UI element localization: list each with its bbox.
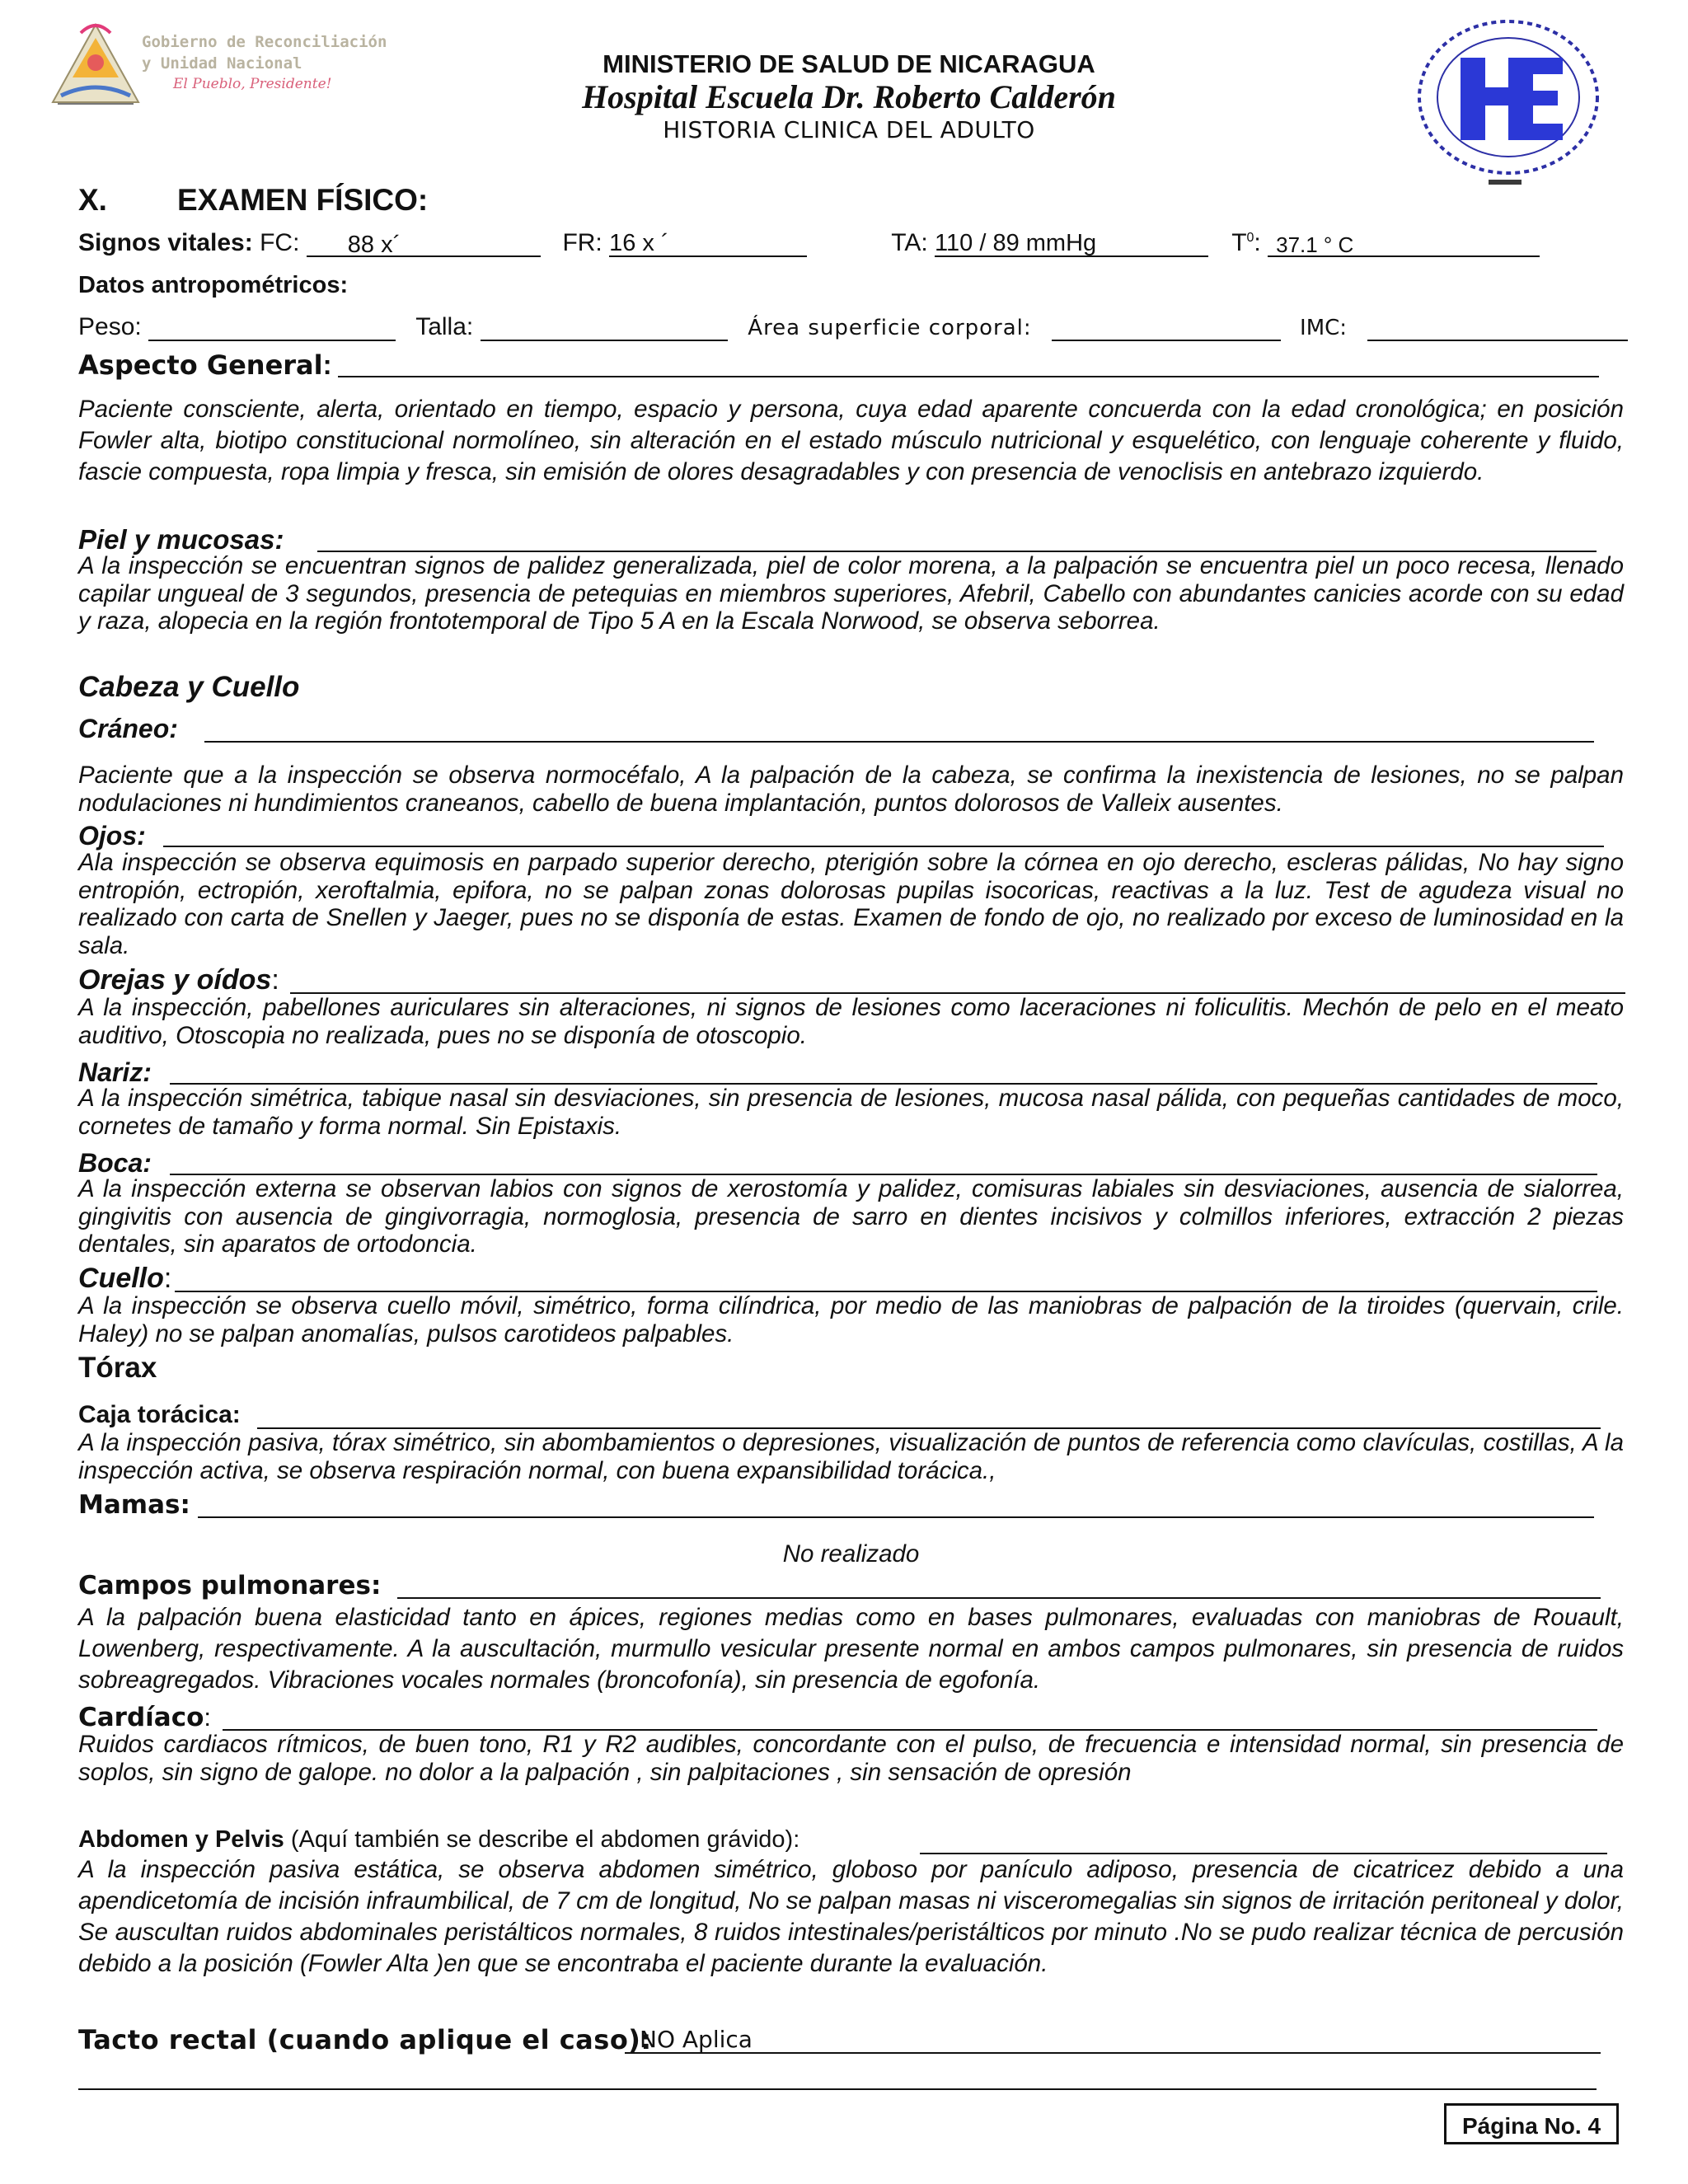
piel-label: Piel y mucosas: bbox=[78, 524, 284, 555]
ta-field[interactable] bbox=[935, 231, 1208, 257]
area-label: Área superficie corporal: bbox=[748, 316, 1032, 340]
hospital-name: Hospital Escuela Dr. Roberto Calderón bbox=[582, 78, 1116, 115]
campos-text: A la palpación buena elasticidad tanto en ápices, regiones medias como en bases pulmonares, evaluadas con maniobras de Rouault, Lowenberg, respectivamente. A la auscultación, murmullo vesicular presente normal en ambos campos pulmonares, sin presencia de ruidos sobreagregados. Vibraciones vocales normales (broncofonía), sin presencia de egofonía. bbox=[78, 1604, 1624, 1694]
ojos-line bbox=[163, 846, 1604, 847]
cardiaco-heading bbox=[78, 1703, 211, 1732]
aspecto-line bbox=[338, 376, 1599, 377]
torax-title: Tórax bbox=[78, 1352, 157, 1384]
government-logo bbox=[49, 20, 437, 110]
abdomen-text: A la inspección pasiva estática, se observa abdomen simétrico, globoso por panículo adiposo, presencia de cicatricez debido a una apendicetomía de incisión infraumbilical, de 7 cm de longitud, No se palpan masas ni visceromegalias sin signos de irritación peritoneal y dolor, Se auscultan ruidos abdominales peristálticos normales, 8 ruidos intestinales/peristálticos por minuto .No se pudo realizar técnica de percusión debido a la posición (Fowler Alta )en que se encontraba el paciente durante la evaluación. bbox=[78, 1856, 1624, 1977]
fc-value: 88 x´ bbox=[347, 232, 401, 258]
craneo-label: Cráneo: bbox=[78, 714, 178, 743]
tacto-value: NO Aplica bbox=[640, 2026, 753, 2053]
aspecto-text: Paciente consciente, alerta, orientado en tiempo, espacio y persona, cuya edad aparente concuerda con la edad cronológica; en posición Fowler alta, biotipo constitucional normolíneo, sin alteración en el estado músculo nutricional y esquelético, con lenguaje coherente y fluido, fascie compuesta, ropa limpia y fresca, sin emisión de olores desagradables y con presencia de venoclisis en antebrazo izquierdo. bbox=[78, 396, 1624, 485]
form-title: HISTORIA CLINICA DEL ADULTO bbox=[663, 116, 1035, 143]
orejas-label: Orejas y oídos bbox=[78, 964, 272, 996]
government-name-line2: y Unidad Nacional bbox=[142, 54, 302, 73]
hospital-seal-logo bbox=[1409, 15, 1607, 188]
section-heading: EXAMEN FÍSICO: bbox=[177, 183, 429, 217]
temperature-label: $T^0$: bbox=[1231, 229, 1261, 256]
cardiaco-label: Cardíaco bbox=[78, 1703, 204, 1732]
page-header bbox=[0, 0, 1688, 181]
tacto-line bbox=[625, 2052, 1601, 2054]
aspecto-heading bbox=[78, 349, 332, 381]
cuello-text: A la inspección se observa cuello móvil, simétrico, forma cilíndrica, por medio de las maniobras de palpación de la tiroides (quervain, crile. Haley) no se palpan anomalías, pulsos carotideos palpables. bbox=[78, 1292, 1624, 1347]
section-number: X. bbox=[78, 183, 107, 217]
cardiaco-colon: : bbox=[204, 1703, 211, 1732]
vitals-label: Signos vitales: bbox=[78, 229, 253, 256]
header-titles bbox=[495, 49, 1203, 145]
orejas-heading bbox=[78, 964, 279, 996]
tacto-label: Tacto rectal (cuando aplique el caso): bbox=[78, 2024, 652, 2055]
craneo-line bbox=[204, 741, 1594, 743]
aspecto-label: Aspecto General bbox=[78, 349, 323, 381]
abdomen-sublabel: (Aquí también se describe el abdomen grávido): bbox=[284, 1826, 800, 1853]
ta-value: 110 / 89 mmHg bbox=[935, 230, 1097, 256]
fr-value: 16 x ´ bbox=[609, 230, 669, 256]
aspecto-colon: : bbox=[322, 349, 332, 380]
cuello-colon: : bbox=[163, 1263, 172, 1294]
campos-label: Campos pulmonares: bbox=[78, 1571, 382, 1601]
fc-label: FC: bbox=[260, 229, 300, 256]
hospital-seal-icon bbox=[1409, 15, 1607, 188]
cabeza-title: Cabeza y Cuello bbox=[78, 671, 300, 703]
abdomen-heading bbox=[78, 1826, 799, 1854]
talla-label: Talla: bbox=[415, 313, 474, 340]
ojos-label: Ojos: bbox=[78, 821, 146, 851]
caja-text: A la inspección pasiva, tórax simétrico, sin abombamientos o depresiones, visualización de puntos de referencia como clavículas, costillas, A la inspección activa, se observa respiración normal, con buena expansibilidad torácica., bbox=[78, 1429, 1624, 1484]
government-slogan: El Pueblo, Presidente! bbox=[173, 76, 332, 92]
anthropometric-label: Datos antropométricos: bbox=[78, 272, 349, 298]
ta-label: TA: bbox=[891, 229, 928, 256]
anthropometric-row bbox=[78, 313, 1628, 341]
temperature-value: 37.1 ° C bbox=[1276, 232, 1354, 257]
talla-field[interactable] bbox=[481, 315, 728, 341]
fc-field[interactable] bbox=[307, 232, 541, 257]
boca-text: A la inspección externa se observan labios con signos de xerostomía y palidez, comisuras labiales sin desviaciones, ausencia de sialorrea, gingivitis con ausencia de gingivorragia, normoglosia, presencia de sarro en dientes incisivos y colmillos inferiores, extracción 2 piezas dentales, sin aparatos de ortodoncia. bbox=[78, 1175, 1624, 1258]
cardiaco-text: Ruidos cardiacos rítmicos, de buen tono, R1 y R2 audibles, concordante con el pulso, de frecuencia e intensidad normal, sin presencia de soplos, sin signo de galope. no dolor a la palpación , sin palpitaciones , sin sensación de opresión bbox=[78, 1731, 1624, 1786]
cuello-heading bbox=[78, 1263, 171, 1295]
imc-label: IMC: bbox=[1300, 316, 1348, 340]
piel-text: A la inspección se encuentran signos de palidez generalizada, piel de color morena, a la palpación se encuentra piel un poco recesa, llenado capilar ungueal de 3 segundos, presencia de petequias en miembros superiores, Afebril, Cabello con abundantes canicies acorde con su edad y raza, alopecia en la región frontotemporal de Tipo 5 A en la Escala Norwood, se observa seborrea. bbox=[78, 552, 1624, 635]
peso-label: Peso: bbox=[78, 313, 142, 340]
abdomen-label: Abdomen y Pelvis bbox=[78, 1826, 284, 1853]
mamas-line bbox=[198, 1516, 1594, 1518]
caja-label: Caja torácica: bbox=[78, 1401, 241, 1428]
campos-line bbox=[397, 1597, 1601, 1599]
orejas-colon: : bbox=[271, 964, 279, 996]
cuello-label: Cuello bbox=[78, 1263, 164, 1294]
ojos-text: Ala inspección se observa equimosis en parpado superior derecho, pterigión sobre la córnea en ojo derecho, escleras pálidas, No hay signo entropión, ectropión, xeroftalmia, epifora, no se palpan zonas dolorosas pupilas isocoricas, reactivas a la luz. Test de agudeza visual no realizado con carta de Snellen y Jaeger, pues no se disponía de estas. Examen de fondo de ojo, no realizado por exceso de luminosidad en la sala. bbox=[78, 849, 1624, 959]
vitals-row bbox=[78, 229, 1540, 257]
mamas-text: No realizado bbox=[782, 1540, 920, 1568]
area-field[interactable] bbox=[1052, 315, 1281, 341]
nariz-label: Nariz: bbox=[78, 1057, 152, 1087]
imc-field[interactable] bbox=[1367, 315, 1628, 341]
craneo-text: Paciente que a la inspección se observa normocéfalo, A la palpación de la cabeza, se confirma la inexistencia de lesiones, no se palpan nodulaciones ni hundimientos craneanos, cabello de buena implantación, puntos dolorosos de Valleix ausentes. bbox=[78, 762, 1624, 817]
fr-field[interactable] bbox=[609, 231, 807, 257]
nariz-text: A la inspección simétrica, tabique nasal sin desviaciones, sin presencia de lesiones, mucosa nasal pálida, con pequeñas cantidades de moco, cornetes de tamaño y forma normal. Sin Epistaxis. bbox=[78, 1085, 1624, 1140]
fr-label: FR: bbox=[562, 229, 603, 256]
boca-label: Boca: bbox=[78, 1148, 152, 1178]
page-number: Página No. 4 bbox=[1444, 2103, 1619, 2144]
peso-field[interactable] bbox=[148, 315, 396, 341]
temperature-field[interactable] bbox=[1268, 232, 1540, 257]
section-title bbox=[78, 183, 428, 218]
government-name-line1: Gobierno de Reconciliación bbox=[142, 33, 387, 51]
mamas-label: Mamas: bbox=[78, 1490, 190, 1520]
ministry-title: MINISTERIO DE SALUD DE NICARAGUA bbox=[603, 49, 1095, 78]
orejas-text: A la inspección, pabellones auriculares sin alteraciones, ni signos de lesiones como laceraciones ni foliculitis. Mechón de pelo en el meato auditivo, Otoscopia no realizada, pues no se disponía de otoscopio. bbox=[78, 994, 1624, 1049]
tacto-extra-line bbox=[78, 2088, 1597, 2090]
